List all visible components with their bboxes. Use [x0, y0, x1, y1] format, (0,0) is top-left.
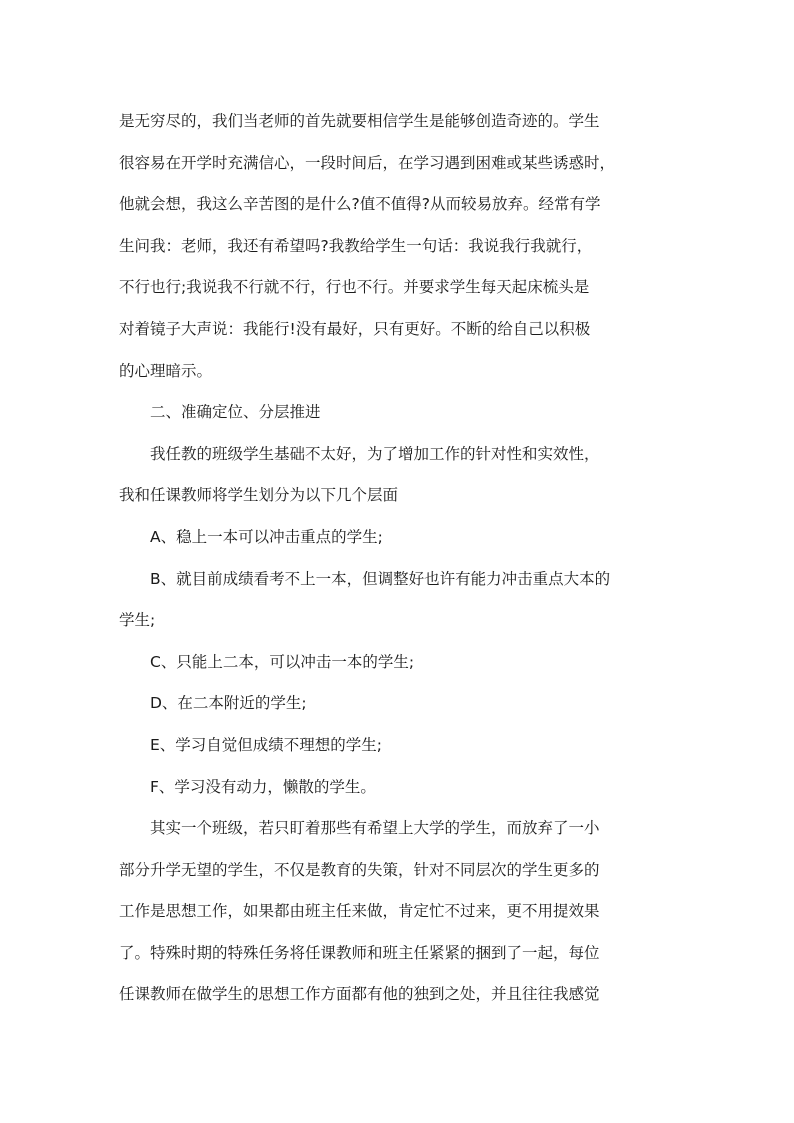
text-line: 学生;	[119, 611, 156, 630]
text-line: 其实一个班级，若只盯着那些有希望上大学的学生，而放弃了一小	[150, 819, 600, 838]
text-line: 了。特殊时期的特殊任务将任课教师和班主任紧紧的捆到了一起，每位	[119, 943, 600, 962]
text-line: 是无穷尽的，我们当老师的首先就要相信学生是能够创造奇迹的。学生	[119, 112, 600, 130]
text-line: D、在二本附近的学生;	[150, 694, 307, 713]
text-line: 部分升学无望的学生，不仅是教育的失策，针对不同层次的学生更多的	[119, 860, 600, 879]
text-line: A、稳上一本可以冲击重点的学生;	[150, 527, 383, 546]
paragraph-p8	[119, 725, 674, 767]
paragraph-p7	[119, 683, 674, 725]
text-line: 工作是思想工作，如果都由班主任来做，肯定忙不过来，更不用提效果	[119, 902, 600, 921]
text-line: 的心理暗示。	[119, 361, 213, 380]
paragraph-p6	[119, 642, 674, 684]
paragraph-p9	[119, 767, 674, 809]
text-line: E、学习自觉但成绩不理想的学生;	[150, 735, 383, 754]
paragraph-p2	[119, 392, 674, 434]
text-line: 很容易在开学时充满信心，一段时间后，在学习遇到困难或某些诱惑时，	[119, 153, 616, 172]
text-line: 对着镜子大声说：我能行!没有最好，只有更好。不断的给自己以积极	[119, 319, 591, 338]
text-line: 生问我：老师，我还有希望吗?我教给学生一句话：我说我行我就行，	[119, 236, 593, 255]
paragraph-p3	[119, 434, 674, 517]
text-line: F、学习没有动力，懒散的学生。	[150, 777, 376, 796]
text-line: B、就目前成绩看考不上一本，但调整好也许有能力冲击重点大本的	[150, 569, 611, 588]
text-line: 我和任课教师将学生划分为以下几个层面	[119, 486, 399, 505]
text-line: C、只能上二本，可以冲击一本的学生;	[150, 652, 415, 671]
text-line: 不行也行;我说我不行就不行，行也不行。并要求学生每天起床梳头是	[119, 278, 590, 297]
text-line: 任课教师在做学生的思想工作方面都有他的独到之处，并且往往我感觉	[119, 985, 600, 1004]
paragraph-p4	[119, 517, 674, 559]
text-line: 我任教的班级学生基础不太好，为了增加工作的针对性和实效性，	[150, 444, 600, 463]
text-line: 二、准确定位、分层推进	[150, 403, 321, 422]
paragraph-p1	[119, 101, 674, 392]
paragraph-p5	[119, 559, 674, 642]
text-line: 他就会想，我这么辛苦图的是什么?值不值得?从而较易放弃。经常有学	[119, 195, 601, 214]
document-body	[119, 101, 674, 1016]
paragraph-p10	[119, 808, 674, 1016]
